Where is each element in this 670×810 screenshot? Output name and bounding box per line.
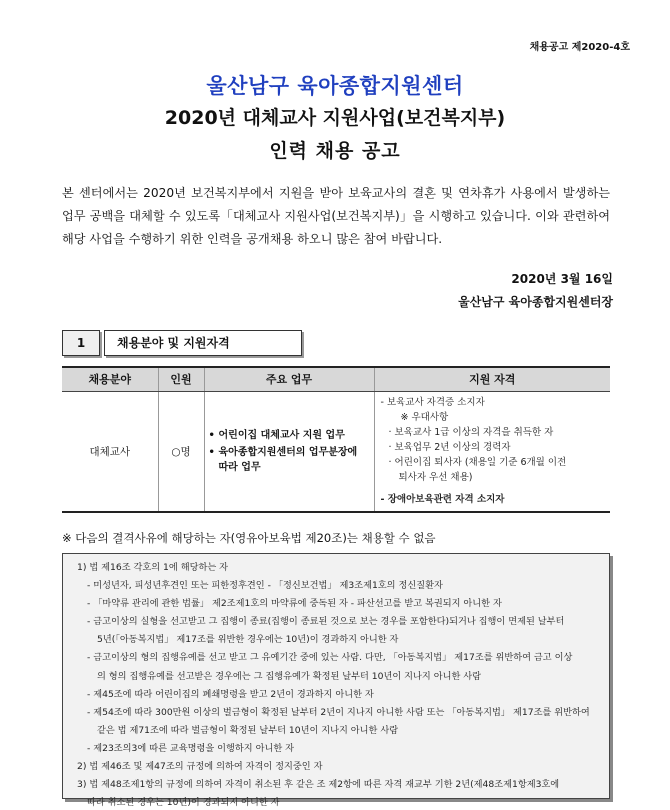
table-header-row xyxy=(62,367,610,391)
document-number: 채용공고 제2020-4호 xyxy=(529,42,630,53)
cell-duties xyxy=(204,391,374,512)
disqualification-line: 2) 법 제46조 및 제47조의 규정에 의하여 자격이 정지중인 자 xyxy=(77,761,323,773)
disqualification-line: 따라 취소된 경우는 10년)이 경과되지 아니한 자 xyxy=(87,797,280,809)
disqualification-line: 1) 법 제16조 각호의 1에 해당하는 자 xyxy=(77,562,228,573)
recruitment-table xyxy=(62,366,610,513)
cell-field: 대체교사 xyxy=(62,391,158,512)
intro-paragraph: 본 센터에서는 2020년 보건복지부에서 지원을 받아 보육교사의 결혼 및 연차휴가 사용에서 발생하는 업무 공백을 대체할 수 있도록「대체교사 지원사업(보건복지부)」을 시행하고 있습니다. 이와 관련하여 해당 사업을 수행하기 위한 인력을 공개채용 하오니 많은 참여 바랍니다. xyxy=(62,186,610,246)
disqualification-line: - 미성년자, 피성년후견인 또는 피한정후견인 - 「정신보건법」 제3조제1호의 정신질환자 xyxy=(87,580,443,592)
disqualification-line: 같은 법 제71조에 따라 벌금형이 확정된 날부터 10년이 지나지 아니한 사람 xyxy=(97,724,399,736)
disqualification-line: 의 형의 집행유예를 선고받은 경우에는 그 집행유예가 확정된 날부터 10년이 지나지 아니한 사람 xyxy=(97,670,481,682)
qualification-extra: - 장애아보육관련 자격 소지자 xyxy=(380,493,505,505)
cell-count: ○명 xyxy=(158,391,204,512)
preference-item: · 어린이집 퇴사자 (채용일 기준 6개월 이전 xyxy=(388,456,567,468)
header-qualifications: 지원 자격 xyxy=(374,367,610,391)
duty-item: • 어린이집 대체교사 지원 업무 xyxy=(209,428,370,443)
issuer-name: 울산남구 육아종합지원센터장 xyxy=(458,295,613,309)
preference-heading: ※ 우대사항 xyxy=(400,411,449,423)
duty-item: • 육아종합지원센터의 업무분장에 따라 업무 xyxy=(209,445,370,475)
header-duties: 주요 업무 xyxy=(204,367,374,391)
disqualification-line: - 「마약류 관리에 관한 법률」 제2조제1호의 마약류에 중독된 자 - 파산선고를 받고 복권되지 아니한 자 xyxy=(87,598,502,610)
table-row xyxy=(62,391,610,512)
disqualification-line: - 제45조에 따라 어린이집의 폐쇄명령을 받고 2년이 경과하지 아니한 자 xyxy=(87,688,374,700)
disqualification-line: - 금고이상의 실형을 선고받고 그 집행이 종료(집행이 종료된 것으로 보는 경우를 포함한다)되거나 집행이 면제된 날부터 xyxy=(87,616,565,628)
header-field: 채용분야 xyxy=(62,367,158,391)
preference-item-continued: 퇴사자 우선 채용) xyxy=(398,471,473,483)
disqualification-line: - 제23조의3에 따른 교육명령을 이행하지 아니한 자 xyxy=(87,742,295,754)
disqualification-line: - 금고이상의 형의 집행유예를 선고 받고 그 유예기간 중에 있는 사람. 다만, 「아동복지법」 제17조를 위반하여 금고 이상 xyxy=(87,652,573,664)
disqualification-line: 3) 법 제48조제1항의 규정에 의하여 자격이 취소된 후 같은 조 제2항에 따른 자격 재교부 기한 2년(제48조제1항제3호에 xyxy=(77,779,560,791)
cell-qualifications xyxy=(374,391,610,512)
project-title: 2020년 대체교사 지원사업(보건복지부) xyxy=(164,107,506,129)
org-title: 울산남구 육아종합지원센터 xyxy=(206,74,464,98)
header-count: 인원 xyxy=(158,367,204,391)
announcement-title: 인력 채용 공고 xyxy=(269,140,401,162)
qualification-main: - 보육교사 자격증 소지자 xyxy=(380,396,485,408)
issue-date: 2020년 3월 16일 xyxy=(511,272,613,286)
section-title: 채용분야 및 지원자격 xyxy=(104,330,302,356)
preference-item: · 보육업무 2년 이상의 경력자 xyxy=(388,441,511,453)
disqualification-box xyxy=(62,553,610,809)
preference-item: · 보육교사 1급 이상의 자격을 취득한 자 xyxy=(388,426,554,438)
disqualification-line: 5년(「아동복지법」 제17조를 위반한 경우에는 10년)이 경과하지 아니한 자 xyxy=(97,634,399,646)
section-number: 1 xyxy=(62,330,100,356)
disqualification-line: - 제54조에 따라 300만원 이상의 벌금형이 확정된 날부터 2년이 지나지 아니한 사람 또는 「아동복지법」 제17조를 위반하여 xyxy=(87,706,590,718)
disqualification-notice: ※ 다음의 결격사유에 해당하는 자(영유아보육법 제20조)는 채용할 수 없음 xyxy=(62,531,436,545)
